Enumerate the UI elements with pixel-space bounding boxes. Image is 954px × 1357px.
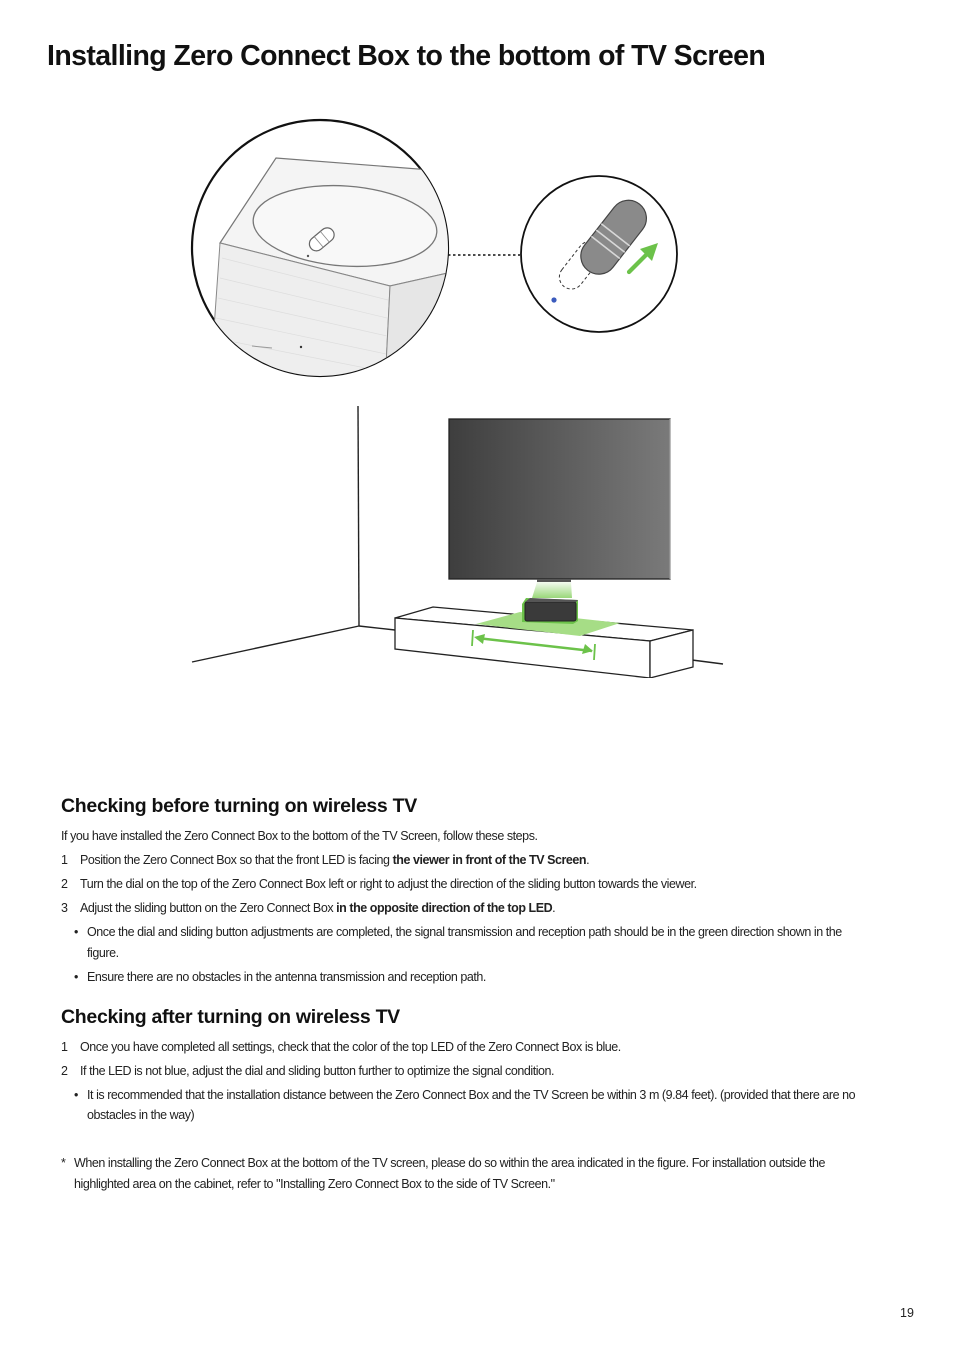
bullet-1-line1: Once the dial and sliding button adjustments are completed, the signal transmission and reception path should be in the green direction shown in the [87, 925, 842, 939]
zero-connect-box [522, 598, 578, 624]
box-closeup [192, 120, 470, 386]
bullet-marker: • [74, 925, 78, 939]
step-number: 2 [61, 877, 68, 891]
bullet-1-line2: figure. [87, 946, 119, 960]
led-dot-icon [551, 297, 556, 302]
page-number: 19 [900, 1306, 914, 1320]
bullet-marker: • [74, 1088, 78, 1102]
step-3-text: Adjust the sliding button on the Zero Connect Box in the opposite direction of the top LED. [80, 901, 556, 915]
bullet-marker: • [74, 970, 78, 984]
step-number: 2 [61, 1064, 68, 1078]
step-number: 1 [61, 1040, 68, 1054]
section-heading-before: Checking before turning on wireless TV [61, 795, 417, 817]
signal-beam [532, 582, 572, 598]
step-1-text: Position the Zero Connect Box so that the front LED is facing the viewer in front of the TV Screen. [80, 853, 590, 867]
bullet-2-text: Ensure there are no obstacles in the antenna transmission and reception path. [87, 970, 486, 984]
step-number: 1 [61, 853, 68, 867]
after-step-2-text: If the LED is not blue, adjust the dial and sliding button further to optimize the signal condition. [80, 1064, 555, 1078]
page-title: Installing Zero Connect Box to the bottom of TV Screen [47, 40, 766, 72]
button-closeup [521, 176, 677, 332]
note-line1: When installing the Zero Connect Box at the bottom of the TV screen, please do so within the area indicated in the figure. For installation outside the [74, 1156, 826, 1170]
note-line2: highlighted area on the cabinet, refer to "Installing Zero Connect Box to the side of TV Screen." [74, 1177, 555, 1191]
section-heading-after: Checking after turning on wireless TV [61, 1006, 400, 1028]
note-marker: * [61, 1156, 66, 1170]
after-step-1-text: Once you have completed all settings, check that the color of the top LED of the Zero Connect Box is blue. [80, 1040, 621, 1054]
tv-screen [449, 419, 670, 582]
installation-illustration [180, 118, 740, 678]
step-2-text: Turn the dial on the top of the Zero Connect Box left or right to adjust the direction of the sliding button towards the viewer. [80, 877, 697, 891]
after-bullet-line2: obstacles in the way) [87, 1108, 195, 1122]
after-bullet-line1: It is recommended that the installation distance between the Zero Connect Box and the TV Screen be within 3 m (9.84 feet). (provided that there are no [87, 1088, 856, 1102]
section1-intro: If you have installed the Zero Connect Box to the bottom of the TV Screen, follow these steps. [61, 829, 538, 843]
step-number: 3 [61, 901, 68, 915]
